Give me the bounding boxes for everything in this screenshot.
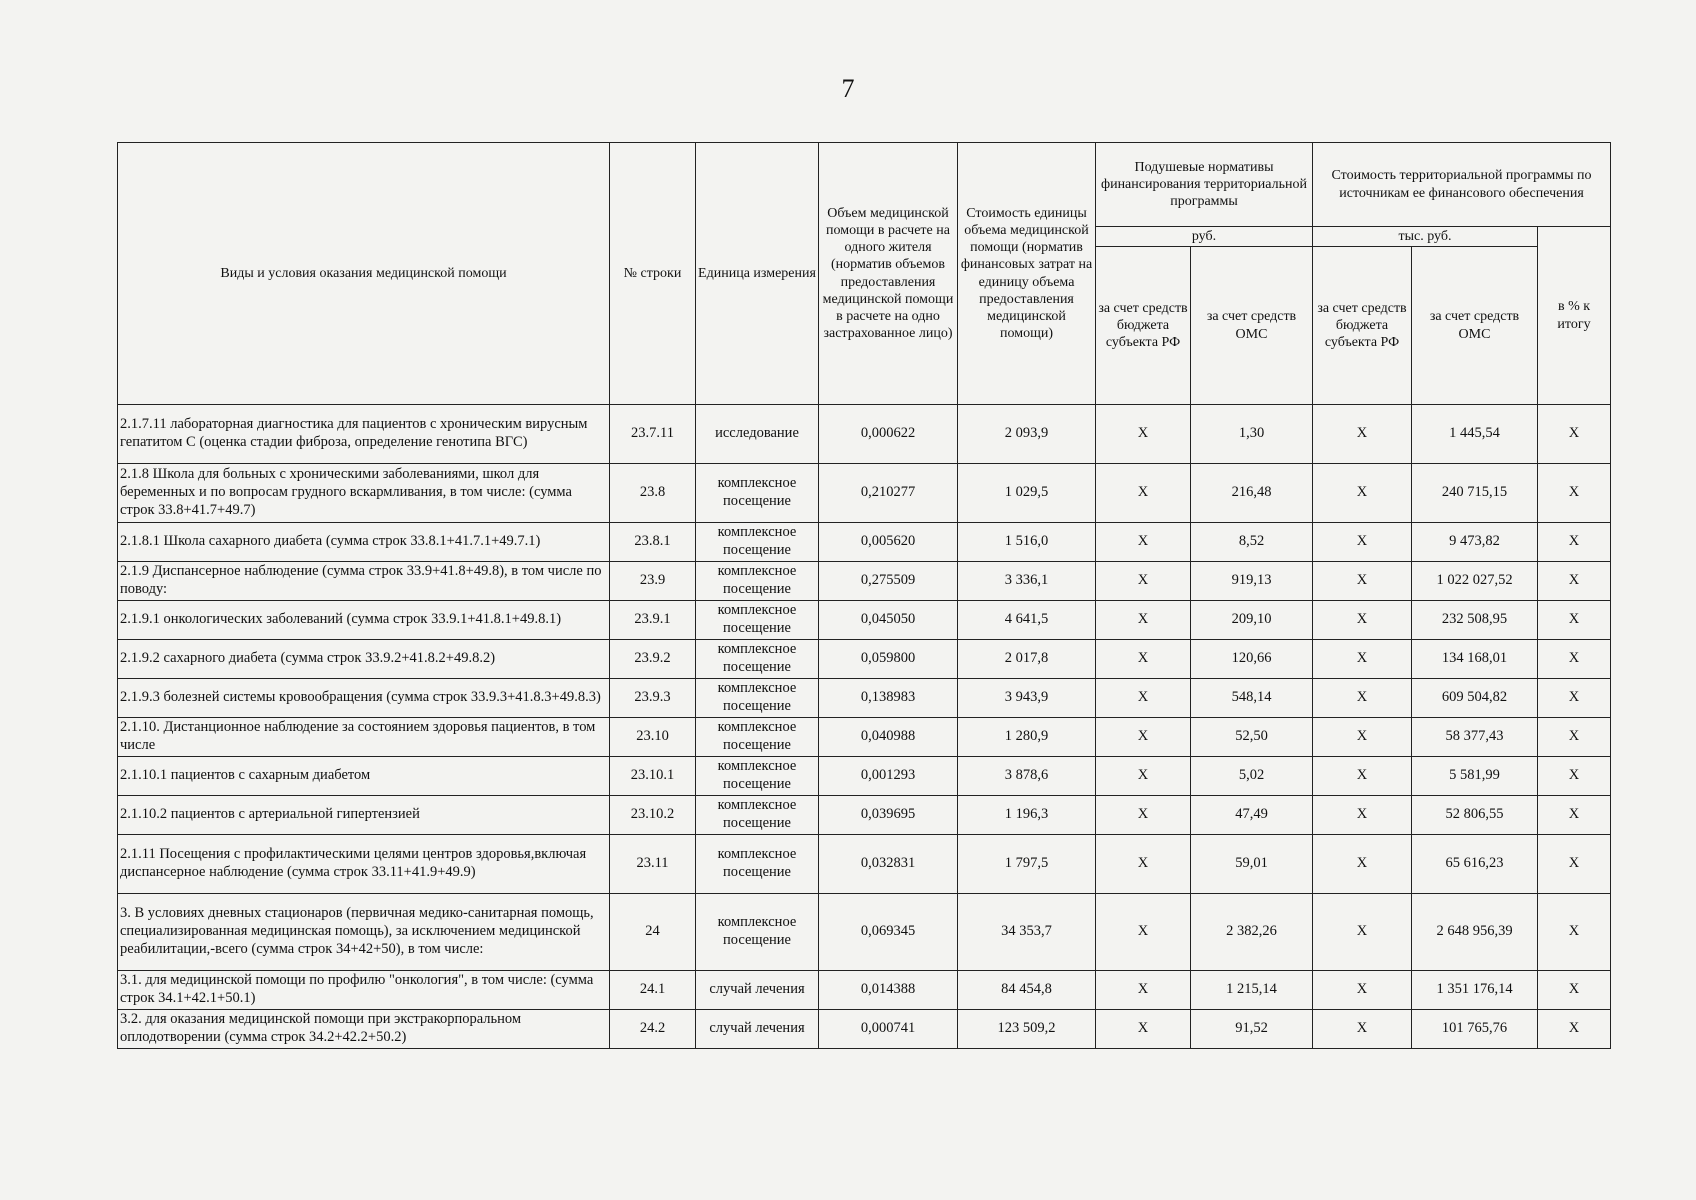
row-volume: 0,000622 xyxy=(819,405,958,464)
row-pr-budget: Х xyxy=(1313,796,1412,835)
header-cost: Стоимость единицы объема медицинской помощи (норматив финансовых затрат на единицу объема предоставления медицинской помощи) xyxy=(958,143,1096,405)
row-pc-oms: 59,01 xyxy=(1191,835,1313,894)
row-number: 23.9.3 xyxy=(610,679,696,718)
row-pc-budget: Х xyxy=(1096,679,1191,718)
row-name: 2.1.10.1 пациентов с сахарным диабетом xyxy=(118,757,610,796)
row-cost: 84 454,8 xyxy=(958,971,1096,1010)
row-pc-oms: 52,50 xyxy=(1191,718,1313,757)
row-unit: комплексное посещение xyxy=(696,835,819,894)
page-number: 7 xyxy=(841,74,855,103)
row-pr-oms: 134 168,01 xyxy=(1412,640,1538,679)
row-volume: 0,039695 xyxy=(819,796,958,835)
table-row xyxy=(118,405,1611,464)
row-pc-oms: 919,13 xyxy=(1191,562,1313,601)
row-name: 3.1. для медицинской помощи по профилю "онкология", в том числе: (сумма строк 34.1+42.1+50.1) xyxy=(118,971,610,1010)
row-number: 24 xyxy=(610,894,696,971)
row-number: 23.8.1 xyxy=(610,523,696,562)
row-name: 2.1.10.2 пациентов с артериальной гипертензией xyxy=(118,796,610,835)
header-pc-budget: за счет средств бюджета субъекта РФ xyxy=(1096,247,1191,405)
row-percent: Х xyxy=(1538,405,1611,464)
row-name: 2.1.9 Диспансерное наблюдение (сумма строк 33.9+41.8+49.8), в том числе по поводу: xyxy=(118,562,610,601)
row-pc-budget: Х xyxy=(1096,718,1191,757)
row-percent: Х xyxy=(1538,835,1611,894)
row-name: 2.1.7.11 лабораторная диагностика для пациентов с хроническим вирусным гепатитом С (оценка стадии фиброза, определение генотипа ВГС) xyxy=(118,405,610,464)
row-number: 23.8 xyxy=(610,464,696,523)
row-pr-budget: Х xyxy=(1313,464,1412,523)
row-pc-oms: 5,02 xyxy=(1191,757,1313,796)
header-pc-oms: за счет средств ОМС xyxy=(1191,247,1313,405)
table-row xyxy=(118,523,1611,562)
row-percent: Х xyxy=(1538,640,1611,679)
row-unit: комплексное посещение xyxy=(696,718,819,757)
row-number: 23.9.1 xyxy=(610,601,696,640)
row-volume: 0,275509 xyxy=(819,562,958,601)
row-unit: комплексное посещение xyxy=(696,640,819,679)
row-pr-budget: Х xyxy=(1313,405,1412,464)
row-cost: 3 943,9 xyxy=(958,679,1096,718)
row-name: 2.1.8 Школа для больных с хроническими заболеваниями, школ для беременных и по вопросам грудного вскармливания, в том числе: (сумма строк 33.8+41.7+49.7) xyxy=(118,464,610,523)
row-pc-oms: 1 215,14 xyxy=(1191,971,1313,1010)
row-name: 2.1.9.2 сахарного диабета (сумма строк 33.9.2+41.8.2+49.8.2) xyxy=(118,640,610,679)
row-pr-budget: Х xyxy=(1313,523,1412,562)
row-pr-budget: Х xyxy=(1313,1010,1412,1049)
row-unit: комплексное посещение xyxy=(696,894,819,971)
table-row xyxy=(118,640,1611,679)
header-unit-rub: руб. xyxy=(1096,227,1313,247)
row-pr-budget: Х xyxy=(1313,718,1412,757)
row-name: 2.1.11 Посещения с профилактическими целями центров здоровья,включая диспансерное наблюдение (сумма строк 33.11+41.9+49.9) xyxy=(118,835,610,894)
row-pr-oms: 101 765,76 xyxy=(1412,1010,1538,1049)
header-unit: Единица измерения xyxy=(696,143,819,405)
row-pc-budget: Х xyxy=(1096,796,1191,835)
row-percent: Х xyxy=(1538,679,1611,718)
row-pc-budget: Х xyxy=(1096,640,1191,679)
row-pc-oms: 2 382,26 xyxy=(1191,894,1313,971)
row-pc-oms: 91,52 xyxy=(1191,1010,1313,1049)
table-header xyxy=(118,143,1611,405)
row-pr-oms: 9 473,82 xyxy=(1412,523,1538,562)
table-row xyxy=(118,796,1611,835)
row-cost: 1 280,9 xyxy=(958,718,1096,757)
row-volume: 0,138983 xyxy=(819,679,958,718)
row-unit: комплексное посещение xyxy=(696,464,819,523)
row-unit: комплексное посещение xyxy=(696,679,819,718)
row-pr-oms: 240 715,15 xyxy=(1412,464,1538,523)
row-volume: 0,040988 xyxy=(819,718,958,757)
row-unit: случай лечения xyxy=(696,971,819,1010)
row-cost: 4 641,5 xyxy=(958,601,1096,640)
row-number: 24.1 xyxy=(610,971,696,1010)
row-pr-budget: Х xyxy=(1313,835,1412,894)
row-percent: Х xyxy=(1538,718,1611,757)
row-pc-budget: Х xyxy=(1096,757,1191,796)
table-row xyxy=(118,1010,1611,1049)
header-pr-oms: за счет средств ОМС xyxy=(1412,247,1538,405)
row-pc-budget: Х xyxy=(1096,464,1191,523)
header-row-no: № строки xyxy=(610,143,696,405)
header-volume: Объем медицинской помощи в расчете на одного жителя (норматив объемов предоставления медицинской помощи в расчете на одно застрахованное лицо) xyxy=(819,143,958,405)
row-pc-oms: 1,30 xyxy=(1191,405,1313,464)
row-name: 2.1.8.1 Школа сахарного диабета (сумма строк 33.8.1+41.7.1+49.7.1) xyxy=(118,523,610,562)
table-row xyxy=(118,757,1611,796)
row-percent: Х xyxy=(1538,601,1611,640)
row-cost: 1 029,5 xyxy=(958,464,1096,523)
row-cost: 1 516,0 xyxy=(958,523,1096,562)
row-pr-oms: 58 377,43 xyxy=(1412,718,1538,757)
table-row xyxy=(118,894,1611,971)
row-percent: Х xyxy=(1538,894,1611,971)
table-row xyxy=(118,464,1611,523)
row-name: 2.1.9.1 онкологических заболеваний (сумма строк 33.9.1+41.8.1+49.8.1) xyxy=(118,601,610,640)
row-number: 23.10.1 xyxy=(610,757,696,796)
row-volume: 0,210277 xyxy=(819,464,958,523)
row-pr-budget: Х xyxy=(1313,894,1412,971)
header-unit-thousand-rub: тыс. руб. xyxy=(1313,227,1538,247)
header-type: Виды и условия оказания медицинской помощи xyxy=(118,143,610,405)
row-number: 23.10.2 xyxy=(610,796,696,835)
table-body xyxy=(118,405,1611,1049)
row-percent: Х xyxy=(1538,971,1611,1010)
row-pr-budget: Х xyxy=(1313,757,1412,796)
row-pr-oms: 1 022 027,52 xyxy=(1412,562,1538,601)
row-name: 2.1.9.3 болезней системы кровообращения (сумма строк 33.9.3+41.8.3+49.8.3) xyxy=(118,679,610,718)
row-pc-oms: 47,49 xyxy=(1191,796,1313,835)
row-pr-oms: 232 508,95 xyxy=(1412,601,1538,640)
row-pr-budget: Х xyxy=(1313,971,1412,1010)
row-cost: 1 196,3 xyxy=(958,796,1096,835)
row-name: 3.2. для оказания медицинской помощи при экстракорпоральном оплодотворении (сумма строк 34.2+42.2+50.2) xyxy=(118,1010,610,1049)
row-pc-budget: Х xyxy=(1096,1010,1191,1049)
row-percent: Х xyxy=(1538,562,1611,601)
row-percent: Х xyxy=(1538,464,1611,523)
program-cost-table xyxy=(117,142,1611,1049)
row-unit: комплексное посещение xyxy=(696,562,819,601)
table-row xyxy=(118,971,1611,1010)
row-cost: 123 509,2 xyxy=(958,1010,1096,1049)
row-pc-oms: 8,52 xyxy=(1191,523,1313,562)
row-pc-budget: Х xyxy=(1096,601,1191,640)
row-volume: 0,000741 xyxy=(819,1010,958,1049)
row-number: 23.9.2 xyxy=(610,640,696,679)
row-pc-budget: Х xyxy=(1096,405,1191,464)
row-volume: 0,069345 xyxy=(819,894,958,971)
row-volume: 0,014388 xyxy=(819,971,958,1010)
row-number: 23.7.11 xyxy=(610,405,696,464)
row-pc-budget: Х xyxy=(1096,835,1191,894)
row-unit: комплексное посещение xyxy=(696,757,819,796)
table-row xyxy=(118,718,1611,757)
table-row xyxy=(118,679,1611,718)
row-unit: исследование xyxy=(696,405,819,464)
row-number: 24.2 xyxy=(610,1010,696,1049)
row-pr-budget: Х xyxy=(1313,562,1412,601)
row-cost: 2 017,8 xyxy=(958,640,1096,679)
row-pc-oms: 548,14 xyxy=(1191,679,1313,718)
row-pc-budget: Х xyxy=(1096,523,1191,562)
row-volume: 0,059800 xyxy=(819,640,958,679)
row-pr-budget: Х xyxy=(1313,679,1412,718)
header-per-capita-group: Подушевые нормативы финансирования территориальной программы xyxy=(1096,143,1313,227)
row-cost: 34 353,7 xyxy=(958,894,1096,971)
row-percent: Х xyxy=(1538,757,1611,796)
row-percent: Х xyxy=(1538,1010,1611,1049)
row-pr-oms: 609 504,82 xyxy=(1412,679,1538,718)
row-number: 23.9 xyxy=(610,562,696,601)
table-row xyxy=(118,562,1611,601)
row-pc-oms: 209,10 xyxy=(1191,601,1313,640)
table-row xyxy=(118,601,1611,640)
row-pr-oms: 65 616,23 xyxy=(1412,835,1538,894)
table-row xyxy=(118,835,1611,894)
row-number: 23.11 xyxy=(610,835,696,894)
row-percent: Х xyxy=(1538,796,1611,835)
row-cost: 1 797,5 xyxy=(958,835,1096,894)
row-pr-oms: 52 806,55 xyxy=(1412,796,1538,835)
row-pc-budget: Х xyxy=(1096,971,1191,1010)
row-pr-oms: 5 581,99 xyxy=(1412,757,1538,796)
row-number: 23.10 xyxy=(610,718,696,757)
row-name: 3. В условиях дневных стационаров (первичная медико-санитарная помощь, специализированная медицинская помощь), за исключением медицинской реабилитации,-всего (сумма строк 34+42+50), в том числе: xyxy=(118,894,610,971)
row-pc-oms: 216,48 xyxy=(1191,464,1313,523)
row-pr-oms: 1 351 176,14 xyxy=(1412,971,1538,1010)
row-pc-budget: Х xyxy=(1096,894,1191,971)
row-pr-oms: 1 445,54 xyxy=(1412,405,1538,464)
row-pr-budget: Х xyxy=(1313,601,1412,640)
row-cost: 2 093,9 xyxy=(958,405,1096,464)
row-percent: Х xyxy=(1538,523,1611,562)
header-program-cost-group: Стоимость территориальной программы по источникам ее финансового обеспечения xyxy=(1313,143,1611,227)
row-unit: комплексное посещение xyxy=(696,796,819,835)
row-cost: 3 336,1 xyxy=(958,562,1096,601)
header-pr-budget: за счет средств бюджета субъекта РФ xyxy=(1313,247,1412,405)
row-pr-oms: 2 648 956,39 xyxy=(1412,894,1538,971)
row-cost: 3 878,6 xyxy=(958,757,1096,796)
row-pc-budget: Х xyxy=(1096,562,1191,601)
row-volume: 0,001293 xyxy=(819,757,958,796)
row-volume: 0,032831 xyxy=(819,835,958,894)
row-pr-budget: Х xyxy=(1313,640,1412,679)
row-volume: 0,005620 xyxy=(819,523,958,562)
row-unit: комплексное посещение xyxy=(696,523,819,562)
row-unit: комплексное посещение xyxy=(696,601,819,640)
row-unit: случай лечения xyxy=(696,1010,819,1049)
row-name: 2.1.10. Дистанционное наблюдение за состоянием здоровья пациентов, в том числе xyxy=(118,718,610,757)
header-percent: в % к итогу xyxy=(1538,227,1611,405)
row-pc-oms: 120,66 xyxy=(1191,640,1313,679)
row-volume: 0,045050 xyxy=(819,601,958,640)
